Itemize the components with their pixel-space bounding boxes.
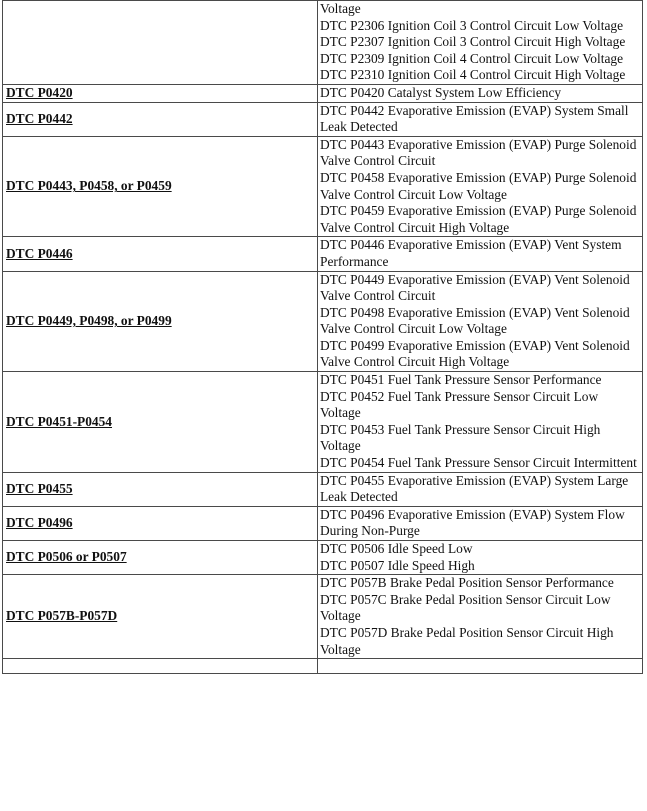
table-row	[3, 1, 643, 85]
table-row	[3, 506, 643, 540]
table-body	[3, 1, 643, 674]
dtc-description-cell	[318, 84, 643, 102]
dtc-description-cell	[318, 472, 643, 506]
dtc-code-cell	[3, 575, 318, 659]
dtc-description-line: DTC P0458 Evaporative Emission (EVAP) Purge Solenoid Valve Control Circuit Low Voltage	[320, 169, 637, 202]
dtc-description-cell	[318, 506, 643, 540]
dtc-description-cell	[318, 659, 643, 674]
dtc-code-cell	[3, 102, 318, 136]
dtc-description-line: DTC P0446 Evaporative Emission (EVAP) Vent System Performance	[320, 237, 622, 269]
dtc-code-cell	[3, 237, 318, 271]
dtc-code-link[interactable]: DTC P0449, P0498, or P0499	[6, 312, 172, 328]
dtc-description-line: DTC P2309 Ignition Coil 4 Control Circuit Low Voltage	[320, 50, 624, 66]
dtc-description-line: DTC P0452 Fuel Tank Pressure Sensor Circuit Low Voltage	[320, 388, 599, 421]
dtc-code-link[interactable]: DTC P0455	[6, 480, 73, 496]
table-row	[3, 472, 643, 506]
table-row	[3, 372, 643, 473]
dtc-code-cell	[3, 372, 318, 473]
dtc-description-line: DTC P0496 Evaporative Emission (EVAP) System Flow During Non-Purge	[320, 506, 625, 539]
dtc-code-cell	[3, 136, 318, 237]
table-row	[3, 136, 643, 237]
dtc-description-cell	[318, 541, 643, 575]
dtc-description-line: DTC P2307 Ignition Coil 3 Control Circuit High Voltage	[320, 34, 626, 50]
table-row	[3, 575, 643, 659]
dtc-code-cell	[3, 84, 318, 102]
dtc-code-link[interactable]: DTC P0420	[6, 84, 73, 100]
dtc-description-line: DTC P2310 Ignition Coil 4 Control Circuit High Voltage	[320, 67, 626, 83]
dtc-code-link[interactable]: DTC P0506 or P0507	[6, 549, 127, 565]
dtc-description-line: DTC P0506 Idle Speed Low	[320, 541, 473, 556]
dtc-description-line: Voltage	[320, 1, 361, 16]
dtc-description-line: DTC P0498 Evaporative Emission (EVAP) Vent Solenoid Valve Control Circuit Low Voltage	[320, 304, 630, 337]
dtc-description-line: DTC P0453 Fuel Tank Pressure Sensor Circuit High Voltage	[320, 421, 601, 454]
dtc-description-line: DTC P2306 Ignition Coil 3 Control Circuit Low Voltage	[320, 17, 624, 33]
dtc-description-cell	[318, 237, 643, 271]
dtc-description-cell	[318, 1, 643, 85]
table-row	[3, 237, 643, 271]
dtc-description-line: DTC P0454 Fuel Tank Pressure Sensor Circuit Intermittent	[320, 455, 637, 471]
dtc-description-cell	[318, 372, 643, 473]
dtc-reference-table	[2, 0, 643, 674]
dtc-description-line: DTC P0499 Evaporative Emission (EVAP) Vent Solenoid Valve Control Circuit High Voltage	[320, 337, 630, 370]
dtc-code-cell	[3, 659, 318, 674]
table-row	[3, 102, 643, 136]
table-row	[3, 659, 643, 674]
dtc-code-cell	[3, 472, 318, 506]
dtc-description-line: DTC P0420 Catalyst System Low Efficiency	[320, 84, 562, 100]
table-row	[3, 84, 643, 102]
dtc-code-link[interactable]: DTC P0443, P0458, or P0459	[6, 178, 172, 194]
dtc-description-line: DTC P057B Brake Pedal Position Sensor Performance	[320, 575, 614, 591]
dtc-description-line: DTC P0449 Evaporative Emission (EVAP) Vent Solenoid Valve Control Circuit	[320, 271, 630, 304]
dtc-description-line: DTC P0455 Evaporative Emission (EVAP) System Large Leak Detected	[320, 472, 629, 505]
dtc-description-line: DTC P057D Brake Pedal Position Sensor Circuit High Voltage	[320, 624, 614, 657]
dtc-description-cell	[318, 136, 643, 237]
dtc-description-cell	[318, 271, 643, 372]
dtc-code-cell	[3, 1, 318, 85]
dtc-description-line: DTC P0442 Evaporative Emission (EVAP) System Small Leak Detected	[320, 102, 629, 135]
dtc-description-line: DTC P0451 Fuel Tank Pressure Sensor Performance	[320, 372, 602, 388]
dtc-description-cell	[318, 102, 643, 136]
dtc-description-line: DTC P0507 Idle Speed High	[320, 557, 475, 573]
table-row	[3, 541, 643, 575]
dtc-description-line: DTC P0459 Evaporative Emission (EVAP) Purge Solenoid Valve Control Circuit High Voltage	[320, 203, 637, 235]
table-row	[3, 271, 643, 372]
dtc-code-link[interactable]: DTC P057B-P057D	[6, 608, 118, 624]
dtc-code-link[interactable]: DTC P0446	[6, 245, 73, 261]
dtc-description-line: DTC P057C Brake Pedal Position Sensor Circuit Low Voltage	[320, 591, 611, 624]
dtc-code-link[interactable]: DTC P0451-P0454	[6, 413, 113, 429]
dtc-code-link[interactable]: DTC P0442	[6, 110, 73, 126]
dtc-description-cell	[318, 575, 643, 659]
dtc-code-cell	[3, 506, 318, 540]
dtc-code-cell	[3, 271, 318, 372]
dtc-code-link[interactable]: DTC P0496	[6, 515, 73, 531]
dtc-description-line: DTC P0443 Evaporative Emission (EVAP) Purge Solenoid Valve Control Circuit	[320, 136, 637, 169]
dtc-code-cell	[3, 541, 318, 575]
